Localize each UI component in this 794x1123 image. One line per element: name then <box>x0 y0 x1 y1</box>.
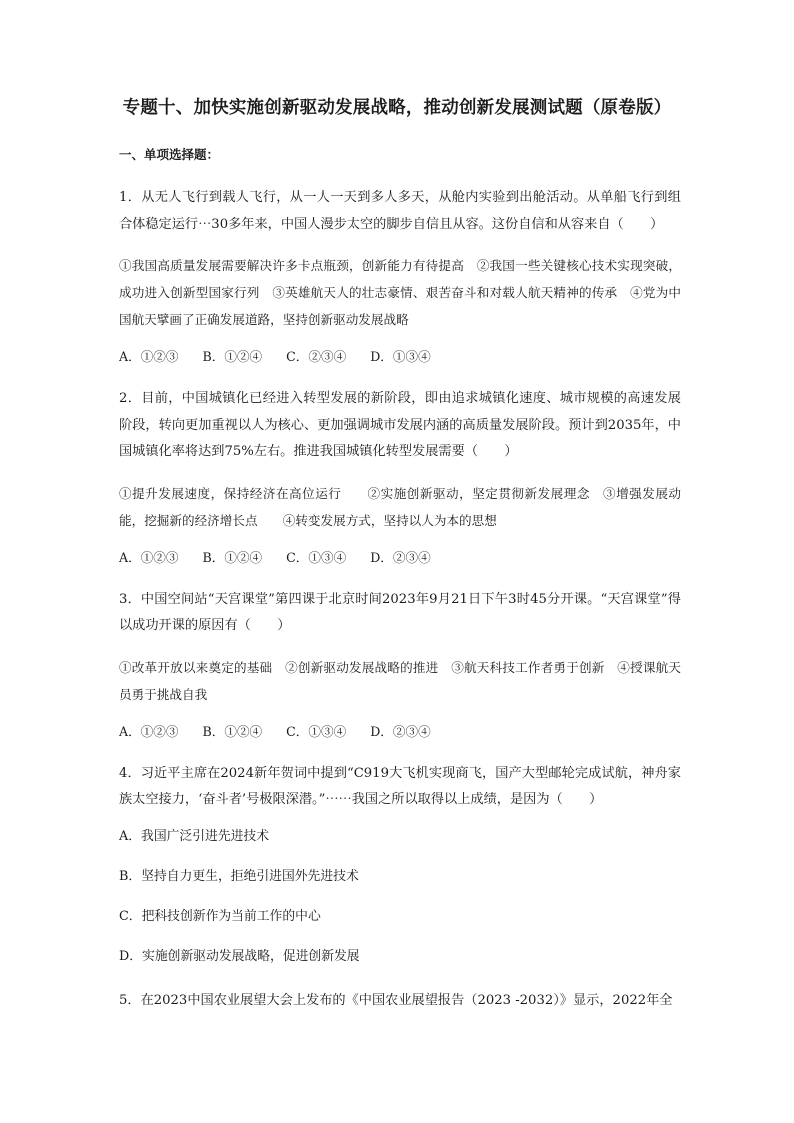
question-statements: ①提升发展速度，保持经济在高位运行 ②实施创新驱动，坚定贯彻新发展理念 ③增强发展动能，挖掘新的经济增长点 ④转变发展方式，坚持以人为本的思想 <box>119 485 681 528</box>
question-stem: 1．从无人飞行到载人飞行，从一人一天到多人多天，从舱内实验到出舱活动。从单船飞行到组合体稳定运行⋯30多年来，中国人漫步太空的脚步自信且从容。这份自信和从容来自（ ） <box>119 190 681 232</box>
option-a: A．我国广泛引进先进技术 <box>119 828 270 844</box>
options-row <box>119 549 681 567</box>
document-body <box>119 146 681 1028</box>
question-2 <box>119 386 681 567</box>
options-row <box>119 348 681 366</box>
option-b: B．坚持自力更生，拒绝引进国外先进技术 <box>119 868 359 884</box>
option-b: B．①②④ <box>202 723 263 739</box>
question-4 <box>119 761 681 966</box>
option-c: C．②③④ <box>286 349 347 364</box>
question-5 <box>119 988 681 1015</box>
option-c: C．①③④ <box>286 549 347 565</box>
question-stem: 2．目前，中国城镇化已经进入转型发展的新阶段，即由追求城镇化速度、城市规模的高速发展阶段，转向更加重视以人为核心、更加强调城市发展内涵的高质量发展阶段。预计到2035年，中国城镇化率将达到75%左右。推进我国城镇化转型发展需要（ ） <box>119 391 681 459</box>
option-b: B．①②④ <box>202 549 263 565</box>
question-stem: 4．习近平主席在2024新年贺词中提到“C919大飞机实现商飞，国产大型邮轮完成试航，神舟家族太空接力，‘奋斗者’号极限深潜。”⋯⋯我国之所以取得以上成绩，是因为（ ） <box>119 765 681 807</box>
option-a: A．①②③ <box>119 549 179 565</box>
option-d: D．②③④ <box>370 723 431 739</box>
question-statements: ①我国高质量发展需要解决许多卡点瓶颈，创新能力有待提高 ②我国一些关键核心技术实现突破，成功进入创新型国家行列 ③英雄航天人的壮志豪情、艰苦奋斗和对载人航天精神的传承 ④党为中国航天擘画了正确发展道路，坚持创新驱动发展战略 <box>119 258 681 327</box>
options-row <box>119 723 681 741</box>
section-heading: 一、单项选择题： <box>119 147 220 162</box>
option-d: D．①③④ <box>370 349 431 364</box>
option-d: D．实施创新驱动发展战略，促进创新发展 <box>119 948 360 964</box>
question-1 <box>119 185 681 366</box>
option-a: A．①②③ <box>119 723 179 739</box>
option-b: B．①②④ <box>202 349 263 364</box>
question-stem: 5．在2023中国农业展望大会上发布的《中国农业展望报告（2023 -2032）》显示，2022年全 <box>119 992 673 1008</box>
option-c: C．①③④ <box>286 723 347 739</box>
question-statements: ①改革开放以来奠定的基础 ②创新驱动发展战略的推进 ③航天科技工作者勇于创新 ④授课航天员勇于挑战自我 <box>119 659 681 702</box>
option-c: C．把科技创新作为当前工作的中心 <box>119 908 321 924</box>
question-3 <box>119 587 681 741</box>
question-stem: 3．中国空间站“天宫课堂”第四课于北京时间2023年9月21日下午3时45分开课。“天宫课堂”得以成功开课的原因有（ ） <box>119 591 681 633</box>
option-a: A．①②③ <box>119 349 179 364</box>
option-d: D．②③④ <box>370 549 431 565</box>
page-title: 专题十、加快实施创新驱动发展战略，推动创新发展测试题（原卷版） <box>122 98 672 118</box>
